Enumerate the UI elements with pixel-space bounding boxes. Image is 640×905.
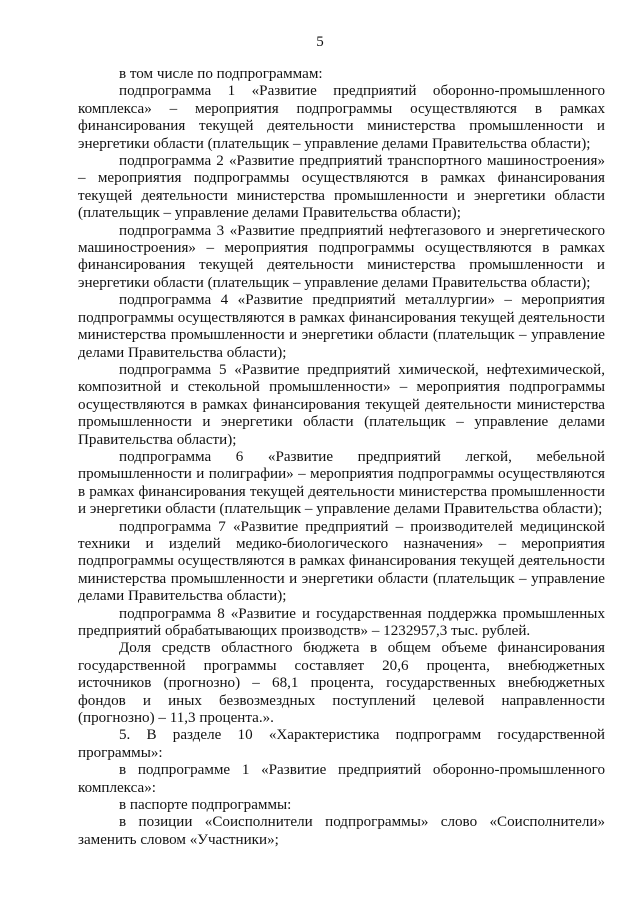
paragraph-subprogram-1-heading: в подпрограмме 1 «Развитие предприятий оборонно-промышленного комплекса»:	[78, 762, 605, 796]
paragraph-subprogram-1: подпрограмма 1 «Развитие предприятий оборонно-промышленного комплекса» – мероприятия подпрограммы осуществляются в рамках финансирования текущей деятельности министерства промышленности и энергетики области (плательщик – управление делами Правительства области);	[78, 83, 605, 152]
paragraph-section-10: 5. В разделе 10 «Характеристика подпрограмм государственной программы»:	[78, 727, 605, 761]
paragraph-coexecutors-replace: в позиции «Соисполнители подпрограммы» слово «Соисполнители» заменить словом «Участники»;	[78, 814, 605, 848]
document-body	[78, 66, 605, 849]
paragraph-budget-share: Доля средств областного бюджета в общем объеме финансирования государственной программы составляет 20,6 процента, внебюджетных источников (прогнозно) – 68,1 процента, государственных внебюджетных фондов и иных безвозмездных поступлений целевой направленности (прогнозно) – 11,3 процента.».	[78, 640, 605, 727]
paragraph-subprogram-8: подпрограмма 8 «Развитие и государственная поддержка промышленных предприятий обрабатывающих производств» – 1232957,3 тыс. рублей.	[78, 605, 605, 639]
paragraph-subprogram-6: подпрограмма 6 «Развитие предприятий легкой, мебельной промышленности и полиграфии» – мероприятия подпрограммы осуществляются в рамках финансирования текущей деятельности министерства промышленности и энергетики области (плательщик – управление делами Правительства области);	[78, 448, 605, 518]
page-number: 5	[316, 34, 324, 50]
paragraph-subprograms-intro: в том числе по подпрограммам:	[119, 66, 323, 82]
paragraph-passport: в паспорте подпрограммы:	[119, 797, 292, 814]
paragraph-subprogram-7: подпрограмма 7 «Развитие предприятий – производителей медицинской техники и изделий медико-биологического назначения» – мероприятия подпрограммы осуществляются в рамках финансирования текущей деятельности министерства промышленности и энергетики области (плательщик – управление делами Правительства области);	[78, 518, 605, 605]
paragraph-subprogram-5: подпрограмма 5 «Развитие предприятий химической, нефтехимической, композитной и стекольной промышленности» – мероприятия подпрограммы осуществляются в рамках финансирования текущей деятельности министерства промышленности и энергетики области (плательщик – управление делами Правительства области);	[78, 361, 605, 448]
paragraph-subprogram-3: подпрограмма 3 «Развитие предприятий нефтегазового и энергетического машиностроения» – мероприятия подпрограммы осуществляются в рамках финансирования текущей деятельности министерства промышленности и энергетики области (плательщик – управление делами Правительства области);	[78, 222, 605, 291]
paragraph-subprogram-4: подпрограмма 4 «Развитие предприятий металлургии» – мероприятия подпрограммы осуществляются в рамках финансирования текущей деятельности министерства промышленности и энергетики области (плательщик – управление делами Правительства области);	[78, 292, 605, 361]
paragraph-subprogram-2: подпрограмма 2 «Развитие предприятий транспортного машиностроения» – мероприятия подпрограммы осуществляются в рамках финансирования текущей деятельности министерства промышленности и энергетики области (плательщик – управление делами Правительства области);	[78, 153, 605, 222]
